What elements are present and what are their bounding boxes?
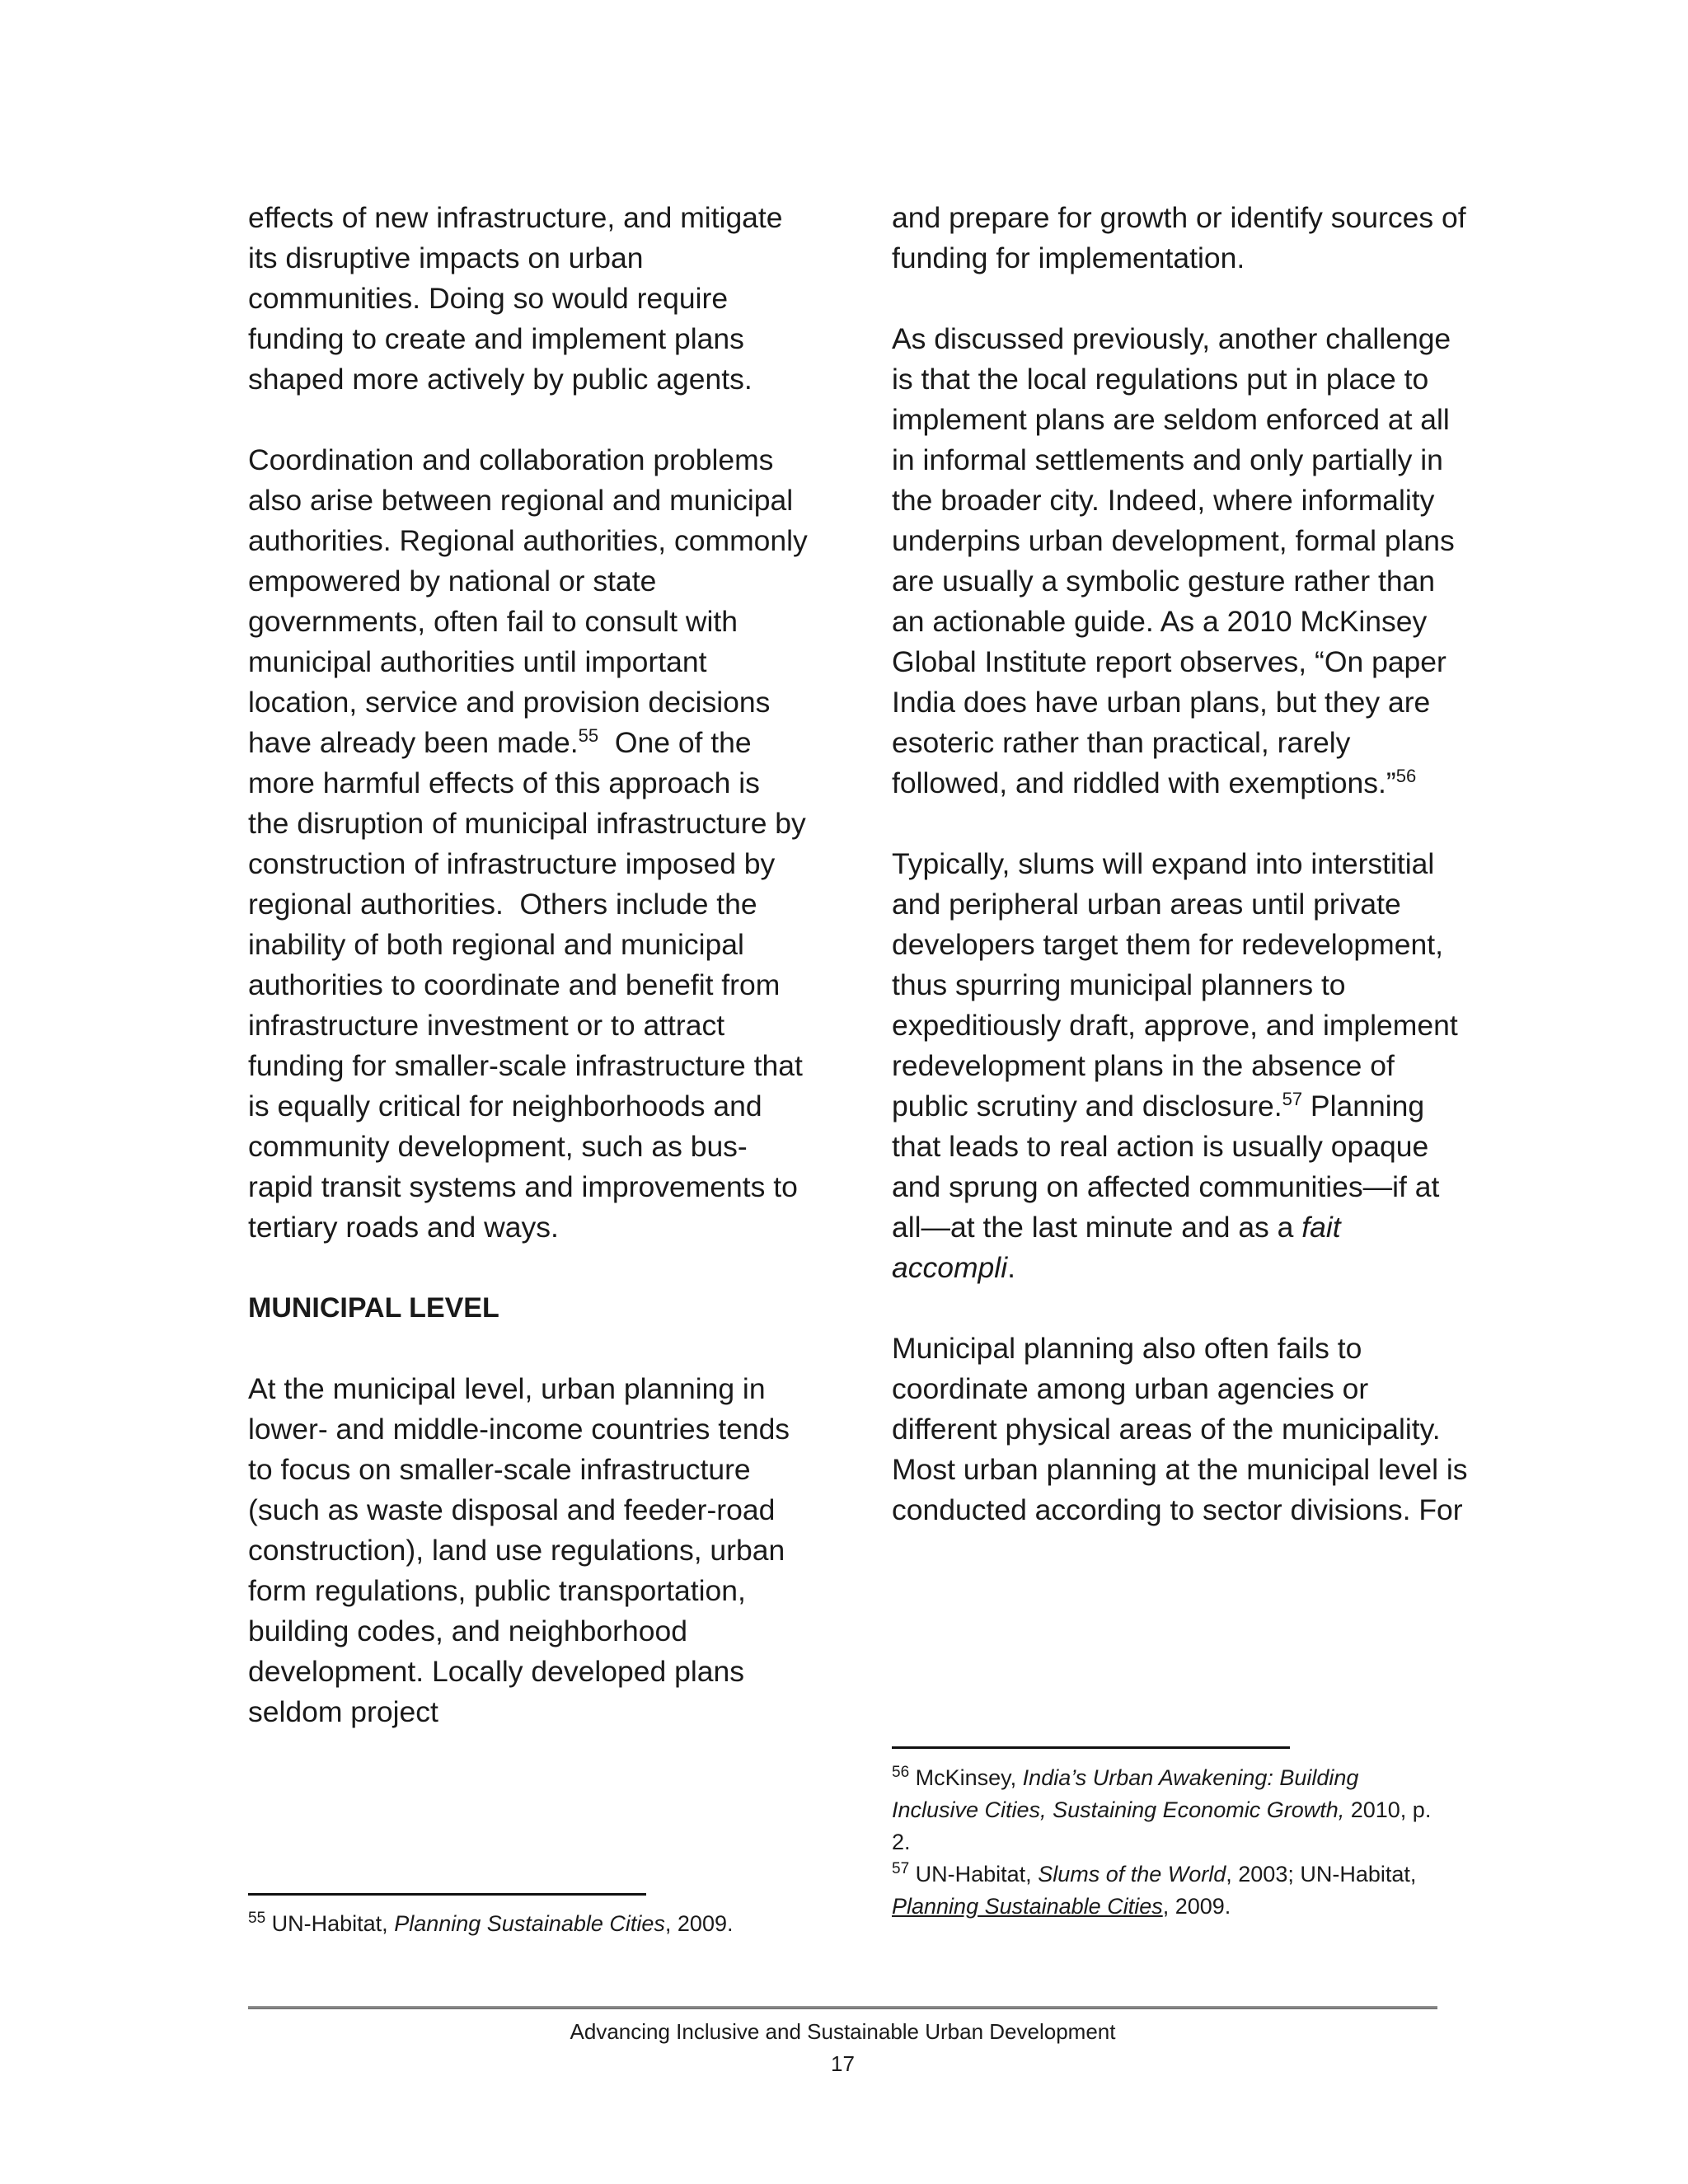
paragraph-local-regulations — [892, 319, 1469, 804]
paragraph-infrastructure-effects: effects of new infrastructure, and mitigate its disruptive impacts on urban communities. Doing so would require funding to create and implement plans shaped more actively by public agents. — [248, 201, 783, 396]
footnote-number-55: 55 — [248, 1910, 266, 1927]
footnote-55-year: , 2009. — [664, 1911, 734, 1936]
footer-title: Advancing Inclusive and Sustainable Urban Development — [570, 2019, 1116, 2044]
footnote-57-middle: , 2003; UN-Habitat, — [1226, 1862, 1417, 1886]
footnote-ref-56[interactable]: 56 — [1395, 766, 1417, 787]
footnote-number-57: 57 — [892, 1860, 910, 1877]
paragraph-slums-expand-end: . — [1007, 1251, 1015, 1284]
paragraph-coordination-part-1: Coordination and collaboration problems also arise between regional and municipal authorities. Regional authorities, commonly empowered by national or state governments, often fail to consult with municipal authorities until important location, service and provision decisions have already been made. — [248, 443, 808, 759]
footnote-ref-57[interactable]: 57 — [1282, 1089, 1303, 1110]
footnote-57-author: UN-Habitat, — [909, 1862, 1039, 1886]
footnote-56 — [892, 1762, 1444, 1858]
paragraph-prepare-growth: and prepare for growth or identify sources of funding for implementation. — [892, 201, 1466, 274]
paragraph-sector-divisions: Municipal planning also often fails to coordinate among urban agencies or different physical areas of the municipality. Most urban planning at the municipal level is conducted according to sector divisions. For — [892, 1332, 1468, 1526]
fait-accompli-italic: fait accompli — [892, 1211, 1341, 1284]
footnote-57-title-2[interactable]: Planning Sustainable Cities — [892, 1894, 1163, 1919]
right-column — [892, 198, 1469, 1530]
footnote-56-title: India’s Urban Awakening: Building Inclusive Cities, Sustaining Economic Growth, — [892, 1765, 1359, 1822]
page-number: 17 — [831, 2051, 855, 2076]
footnote-55-title: Planning Sustainable Cities — [394, 1911, 665, 1936]
paragraph-coordination — [248, 440, 814, 1248]
footnote-55-author: UN-Habitat, — [265, 1911, 395, 1936]
footnote-separator-right — [892, 1746, 1290, 1749]
footnote-55 — [248, 1908, 809, 1940]
footnote-56-author: McKinsey, — [909, 1765, 1023, 1790]
paragraph-slums-expand-part-2: Planning that leads to real action is usually opaque and sprung on affected communities—if at all—at the last minute and as a — [892, 1090, 1448, 1244]
footnote-57-year: , 2009. — [1162, 1894, 1231, 1919]
footnote-separator-left — [248, 1893, 646, 1896]
paragraph-slums-expand-part-1: Typically, slums will expand into interstitial and peripheral urban areas until private developers target them for redevelopment, thus spurring municipal planners to expeditiously draft, approve, and implement redevelopment plans in the absence of public scrutiny and disclosure. — [892, 847, 1458, 1122]
footnote-number-56: 56 — [892, 1764, 910, 1781]
paragraph-municipal-planning: At the municipal level, urban planning in lower- and middle-income countries tends to focus on smaller-scale infrastructure (such as waste disposal and feeder-road construction), land use regulations, urban form regulations, public transportation, building codes, and neighborhood development. Locally developed plans seldom project — [248, 1372, 790, 1728]
footer-divider — [248, 2006, 1437, 2009]
footnotes-right — [892, 1762, 1444, 1923]
left-column — [248, 198, 814, 1732]
footnote-ref-55[interactable]: 55 — [578, 725, 599, 747]
footnote-57-title-1: Slums of the World — [1038, 1862, 1226, 1886]
section-heading-municipal-level: MUNICIPAL LEVEL — [248, 1292, 499, 1324]
paragraph-local-regulations-text: As discussed previously, another challenge is that the local regulations put in place to implement plans are seldom enforced at all in informal settlements and only partially in the broader city. Indeed, where informality underpins urban development, formal plans are usually a symbolic gesture rather than an actionable guide. As a 2010 McKinsey Global Institute report observes, “On paper India does have urban plans, but they are esoteric rather than practical, rarely followed, and riddled with exemptions.” — [892, 322, 1455, 799]
footnote-56-details: 2010, p. 2. — [892, 1797, 1432, 1854]
paragraph-slums-expand — [892, 844, 1469, 1288]
footnote-57 — [892, 1858, 1444, 1923]
paragraph-coordination-part-2: One of the more harmful effects of this approach is the disruption of municipal infrastructure by construction of infrastructure imposed by regional authorities. Others include the inability of both regional and municipal authorities to coordinate and benefit from infrastructure investment or to attract funding for smaller-scale infrastructure that is equally critical for neighborhoods and community development, such as bus-rapid transit systems and improvements to tertiary roads and ways. — [248, 726, 814, 1244]
